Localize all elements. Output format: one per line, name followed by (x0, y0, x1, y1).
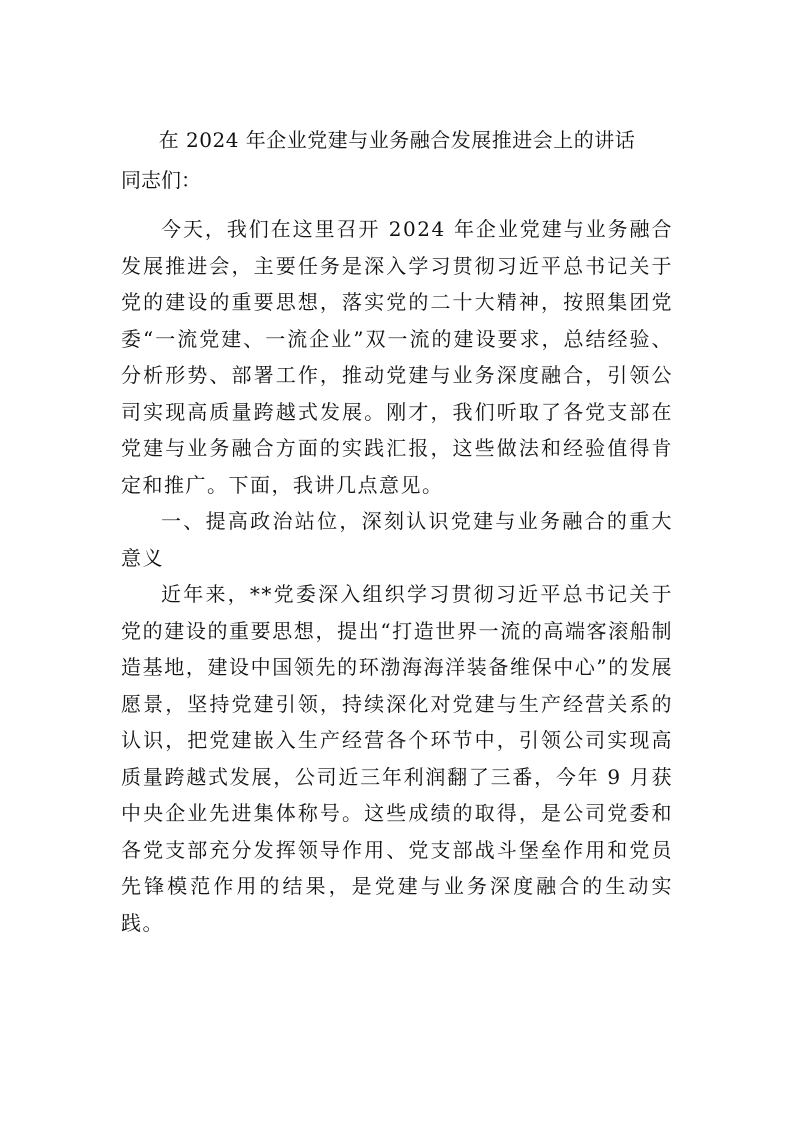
paragraph-section-1: 近年来，**党委深入组织学习贯彻习近平总书记关于党的建设的重要思想，提出“打造世界一流的高端客滚船制造基地，建设中国领先的环渤海海洋装备维保中心”的发展愿景，坚持党建引领，持续深化对党建与生产经营关系的认识，把党建嵌入生产经营各个环节中，引领公司实现高质量跨越式发展，公司近三年利润翻了三番，今年 9 月获中央企业先进集体称号。这些成绩的取得，是公司党委和各党支部充分发挥领导作用、党支部战斗堡垒作用和党员先锋模范作用的结果，是党建与业务深度融合的生动实践。 (121, 582, 673, 935)
document-body (121, 122, 673, 941)
paragraph-opening: 今天，我们在这里召开 2024 年企业党建与业务融合发展推进会，主要任务是深入学习贯彻习近平总书记关于党的建设的重要思想，落实党的二十大精神，按照集团党委“一流党建、一流企业”双一流的建设要求，总结经验、分析形势、部署工作，推动党建与业务深度融合，引领公司实现高质量跨越式发展。刚才，我们听取了各党支部在党建与业务融合方面的实践汇报，这些做法和经验值得肯定和推广。下面，我讲几点意见。 (121, 217, 673, 497)
section-heading-1: 一、提高政治站位，深刻认识党建与业务融合的重大意义 (121, 509, 673, 570)
document-title: 在 2024 年企业党建与业务融合发展推进会上的讲话 (158, 128, 636, 152)
salutation: 同志们： (121, 168, 201, 192)
